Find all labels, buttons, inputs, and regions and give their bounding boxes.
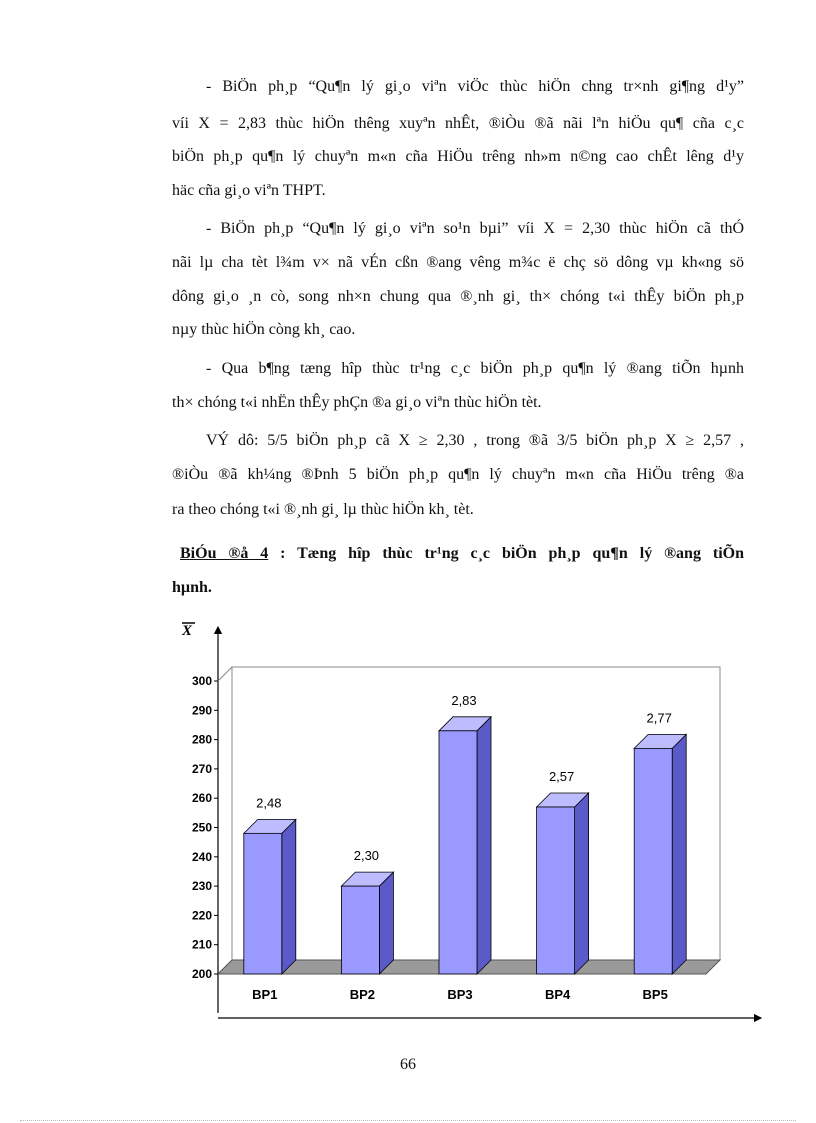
data-label: 2,48	[256, 795, 282, 811]
figure-caption	[180, 545, 744, 563]
para2-line2: nãi lµ cha tèt l¾m v× nã vÉn cßn ®ang vêng m¾c ë chç sö dông vµ kh«ng sö	[172, 254, 744, 271]
bar-bp2	[341, 886, 379, 974]
data-label: 2,30	[353, 848, 380, 864]
bar-bp4	[537, 807, 575, 974]
category-label: BP1	[252, 987, 278, 1002]
bar-bp5	[634, 748, 672, 974]
para4-line1: VÝ dô: 5/5 biÖn ph¸p cã X ≥ 2,30 , trong ®ã 3/5 biÖn ph¸p X ≥ 2,57 ,	[206, 432, 744, 449]
para3-line2: th× chóng t«i nhËn thÊy phÇn ®a gi¸o viªn thùc hiÖn tèt.	[172, 394, 542, 411]
y-tick-label: 210	[191, 937, 212, 952]
para3-line1: - Qua b¶ng tæng hîp thùc tr¹ng c¸c biÖn ph¸p qu¶n lý ®ang tiÕn hµnh	[206, 360, 744, 377]
y-tick-label: 280	[191, 732, 212, 747]
para1-line1: - BiÖn ph¸p “Qu¶n lý gi¸o viªn viÖc thùc hiÖn chng tr×nh gi¶ng d¹y”	[206, 78, 744, 95]
bar-side	[477, 717, 491, 974]
bar-side	[379, 872, 393, 974]
bar-bp3	[439, 731, 477, 974]
bar-side	[282, 819, 296, 974]
bar-side	[672, 734, 686, 974]
y-tick-label: 260	[191, 791, 212, 806]
y-tick-label: 200	[191, 967, 212, 981]
page-number: 66	[400, 1056, 416, 1073]
para4-line3: ra theo chóng t«i ®¸nh gi¸ lµ thùc hiÖn kh¸ tèt.	[172, 501, 474, 518]
data-label: 2,77	[646, 710, 672, 726]
caption-label: BiÓu ®å 4	[180, 545, 269, 562]
y-tick-label: 270	[191, 761, 212, 776]
page-bottom-rule	[20, 1120, 796, 1121]
y-tick-label: 220	[191, 908, 212, 923]
y-tick-label: 250	[191, 820, 212, 835]
para1-line3: biÖn ph¸p qu¶n lý chuyªn m«n cña HiÖu trêng nh»m n©ng cao chÊt lêng d¹y	[172, 148, 744, 165]
para4-line2: ®iÒu ®ã kh¼ng ®Þnh 5 biÖn ph¸p qu¶n lý chuyªn m«n cña HiÖu trêng ®a	[172, 466, 744, 483]
wall-top-edge	[218, 667, 232, 681]
y-tick-label: 230	[191, 879, 212, 894]
y-tick-label: 290	[191, 703, 212, 718]
y-tick-label: 300	[191, 674, 212, 688]
bar-side	[575, 793, 589, 974]
y-tick-label: 240	[191, 849, 212, 864]
y-axis-label: X	[182, 623, 193, 639]
caption-title-line2: hµnh.	[172, 579, 212, 596]
category-label: BP2	[349, 987, 376, 1002]
bar-chart	[180, 618, 770, 1033]
category-label: BP4	[544, 987, 571, 1002]
data-label: 2,57	[548, 768, 575, 784]
data-label: 2,83	[451, 692, 477, 708]
category-label: BP3	[447, 987, 473, 1002]
para2-line1: - BiÖn ph¸p “Qu¶n lý gi¸o viªn so¹n bµi” víi X = 2,30 thùc hiÖn cã thÓ	[206, 220, 744, 237]
category-label: BP5	[642, 987, 668, 1002]
caption-separator: :	[268, 545, 298, 562]
para1-line4: häc cña gi¸o viªn THPT.	[172, 182, 326, 199]
para2-line3: dông gi¸o ¸n cò, song nh×n chung qua ®¸nh gi¸ th× chóng t«i thÊy biÖn ph¸p	[172, 288, 744, 305]
bar-bp1	[244, 833, 282, 974]
para1-line2: víi X = 2,83 thùc hiÖn thêng xuyªn nhÊt, ®iÒu ®ã nãi lªn hiÖu qu¶ cña c¸c	[172, 115, 744, 132]
para2-line4: nµy thùc hiÖn còng kh¸ cao.	[172, 321, 356, 338]
caption-title-line1: Tæng hîp thùc tr¹ng c¸c biÖn ph¸p qu¶n lý ®ang tiÕn	[297, 545, 744, 562]
